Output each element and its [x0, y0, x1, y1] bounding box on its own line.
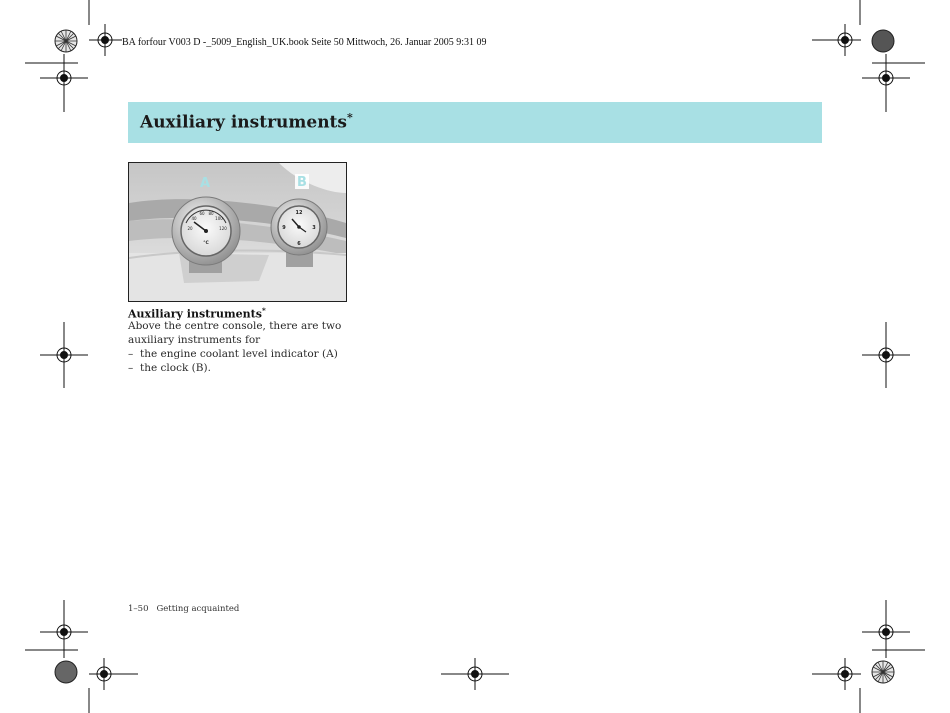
gauge-scale-label: 60 — [199, 211, 205, 216]
section-title-asterisk: * — [346, 111, 353, 124]
color-target-icon — [55, 30, 77, 52]
page-number: 1–50 — [128, 604, 149, 614]
gauge-scale-label: 120 — [219, 226, 227, 231]
color-target-icon — [872, 30, 894, 52]
crosshair-icon — [441, 658, 509, 690]
list-item: – the engine coolant level indicator (A) — [128, 347, 358, 361]
section-title-text: Auxiliary instruments — [140, 112, 347, 133]
clock-number: 9 — [282, 225, 286, 231]
gauge-scale-label: 100 — [215, 216, 223, 221]
crosshair-icon — [862, 322, 910, 388]
figure-label-b: B — [297, 175, 307, 190]
figure-label-a: A — [199, 176, 211, 191]
crosshair-icon — [862, 600, 910, 658]
crosshair-icon — [812, 24, 861, 56]
gauge-scale-label: 20 — [187, 226, 193, 231]
caption-intro: Above the centre console, there are two auxiliary instruments for — [128, 320, 342, 346]
caption-title-asterisk: * — [261, 306, 266, 315]
crosshair-icon — [40, 322, 88, 388]
clock-number: 12 — [295, 210, 303, 216]
crosshair-icon — [812, 658, 861, 690]
clock-number: 3 — [312, 225, 316, 231]
printer-slug: BA forfour V003 D -_5009_English_UK.book Seite 50 Mittwoch, 26. Januar 2005 9:31 09 — [122, 37, 487, 48]
crosshair-icon — [40, 600, 88, 658]
chapter-name: Getting acquainted — [156, 604, 240, 614]
color-target-icon — [872, 661, 894, 683]
crosshair-icon — [89, 658, 138, 690]
crosshair-icon — [89, 24, 122, 56]
clock-number: 6 — [297, 241, 301, 247]
gauge-scale-label: 80 — [208, 211, 214, 216]
gauge-scale-label: 40 — [191, 216, 197, 221]
list-item: – the clock (B). — [128, 361, 358, 375]
color-target-icon — [55, 661, 77, 683]
caption-title-text: Auxiliary instruments — [128, 307, 262, 321]
gauge-unit-label: °C — [203, 241, 209, 246]
